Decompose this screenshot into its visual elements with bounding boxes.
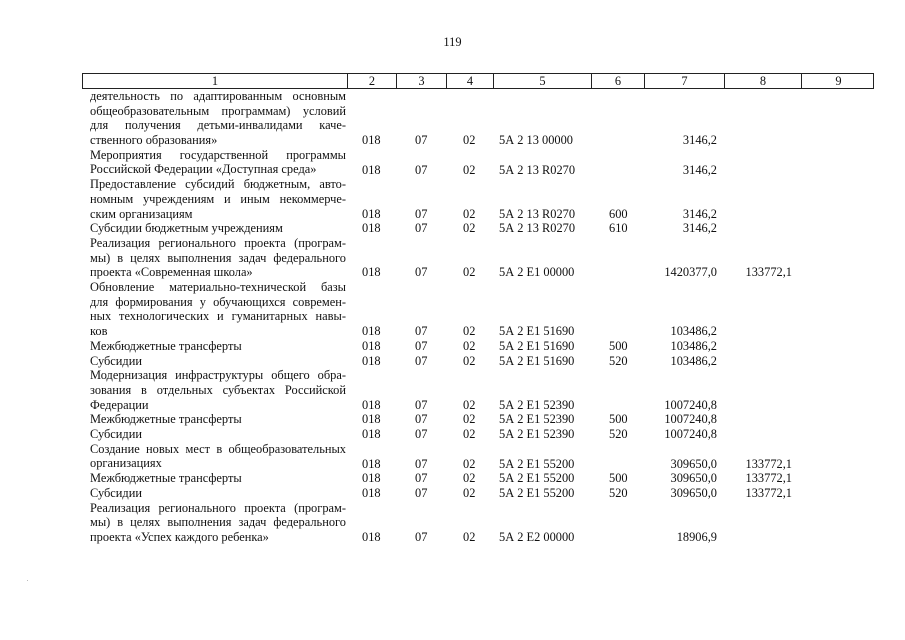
cell-c3: 07 [415,427,428,442]
description-line: ных технологических и гуманитарных навы- [90,309,346,324]
cell-c4: 02 [463,162,476,177]
cell-c2: 018 [362,427,381,442]
cell-c7: 103486,2 [670,353,717,368]
description-line: Создание новых мест в общеобразовательных [90,441,346,456]
cell-c8: 133772,1 [745,265,792,280]
description-line: ков [90,324,108,339]
cell-c4: 02 [463,471,476,486]
table-row [0,221,905,236]
cell-c3: 07 [415,324,428,339]
description-line: Межбюджетные трансферты [90,471,242,486]
table-row [0,530,905,545]
cell-c8: 133772,1 [745,485,792,500]
cell-c4: 02 [463,353,476,368]
description-line: проекта «Современная школа» [90,265,253,280]
cell-c7: 103486,2 [670,324,717,339]
header-col-6: 6 [591,74,644,88]
cell-c2: 018 [362,265,381,280]
header-col-4: 4 [446,74,493,88]
cell-c7: 309650,0 [670,456,717,471]
cell-c4: 02 [463,206,476,221]
cell-c3: 07 [415,338,428,353]
table-row [0,324,905,339]
table-row [0,339,905,354]
table-row [0,265,905,280]
cell-c7: 309650,0 [670,485,717,500]
cell-c5: 5А 2 Е1 00000 [499,265,575,280]
description-line: ственного образования» [90,133,218,148]
description-line: Субсидии [90,353,142,368]
cell-c5: 5А 2 Е1 51690 [499,324,575,339]
description-line: Реализация регионального проекта (програм- [90,500,346,515]
description-line: номным учреждениям и иным некоммерче- [90,191,346,206]
cell-c6: 500 [609,471,628,486]
table-row [0,486,905,501]
description-line: проекта «Успех каждого ребенка» [90,529,269,544]
cell-c4: 02 [463,530,476,544]
description-line: ским организациям [90,206,193,221]
table-row [0,133,905,148]
cell-c3: 07 [415,265,428,280]
cell-c2: 018 [362,485,381,500]
description-line: мы) в целях выполнения задач федерального [90,250,346,265]
description-line: Межбюджетные трансферты [90,338,242,353]
cell-c5: 5А 2 Е1 55200 [499,456,575,471]
table-row [0,398,905,413]
description-line: Субсидии бюджетным учреждениям [90,221,283,236]
cell-c7: 1007240,8 [664,412,717,427]
cell-c6: 610 [609,221,628,236]
cell-c4: 02 [463,456,476,471]
description-line: деятельность по адаптированным основным [90,89,346,103]
table-row [0,163,905,178]
header-col-3: 3 [396,74,446,88]
cell-c3: 07 [415,353,428,368]
cell-c2: 018 [362,353,381,368]
header-col-1: 1 [211,74,219,88]
cell-c4: 02 [463,221,476,236]
table-row [0,471,905,486]
description-line: Межбюджетные трансферты [90,412,242,427]
cell-c6: 520 [609,353,628,368]
cell-c2: 018 [362,530,381,544]
cell-c3: 07 [415,162,428,177]
cell-c2: 018 [362,456,381,471]
cell-c2: 018 [362,324,381,339]
cell-c2: 018 [362,206,381,221]
cell-c5: 5А 2 Е1 52390 [499,412,575,427]
cell-c5: 5А 2 13 00000 [499,133,573,148]
cell-c2: 018 [362,397,381,412]
table-row [0,207,905,222]
header-col-5: 5 [493,74,591,88]
cell-c3: 07 [415,412,428,427]
description-line: мы) в целях выполнения задач федерального [90,515,346,530]
cell-c5: 5А 2 Е1 51690 [499,353,575,368]
table-header [82,73,874,89]
cell-c7: 1007240,8 [664,427,717,442]
cell-c7: 309650,0 [670,471,717,486]
cell-c3: 07 [415,206,428,221]
cell-c5: 5А 2 Е1 52390 [499,397,575,412]
cell-c4: 02 [463,338,476,353]
cell-c7: 3146,2 [682,133,717,148]
cell-c2: 018 [362,221,381,236]
cell-c7: 3146,2 [682,162,717,177]
cell-c4: 02 [463,265,476,280]
cell-c3: 07 [415,471,428,486]
description-line: Предоставление субсидий бюджетным, авто- [90,177,346,192]
description-line: Модернизация инфраструктуры общего обра- [90,368,346,383]
table-row [0,457,905,472]
cell-c2: 018 [362,471,381,486]
cell-c2: 018 [362,133,381,148]
cell-c5: 5А 2 Е1 55200 [499,485,575,500]
cell-c5: 5А 2 13 R0270 [499,162,576,177]
cell-c2: 018 [362,412,381,427]
cell-c5: 5А 2 13 R0270 [499,206,576,221]
cell-c4: 02 [463,397,476,412]
cell-c6: 520 [609,485,628,500]
cell-c4: 02 [463,485,476,500]
cell-c6: 500 [609,412,628,427]
cell-c3: 07 [415,133,428,148]
header-col-9: 9 [801,74,875,88]
header-col-7: 7 [644,74,724,88]
cell-c6: 520 [609,427,628,442]
cell-c4: 02 [463,324,476,339]
cell-c2: 018 [362,162,381,177]
cell-c5: 5А 2 13 R0270 [499,221,576,236]
description-line: для получения детьми-инвалидами каче- [90,118,346,133]
cell-c5: 5А 2 Е1 51690 [499,338,575,353]
description-line: Российской Федерации «Доступная среда» [90,162,317,177]
description-line: для формирования у обучающихся современ- [90,294,346,309]
table-row [0,412,905,427]
cell-c7: 3146,2 [682,206,717,221]
scan-speck [27,580,28,581]
cell-c7: 1420377,0 [664,265,717,280]
cell-c3: 07 [415,397,428,412]
cell-c3: 07 [415,530,428,544]
description-line: Мероприятия государственной программы [90,147,346,162]
cell-c7: 103486,2 [670,338,717,353]
description-line: Реализация регионального проекта (програм- [90,236,346,250]
cell-c6: 600 [609,206,628,221]
cell-c5: 5А 2 Е1 55200 [499,471,575,486]
cell-c2: 018 [362,338,381,353]
description-line: Субсидии [90,485,142,500]
cell-c3: 07 [415,485,428,500]
description-line: общеобразовательным программам) условий [90,103,346,118]
cell-c8: 133772,1 [745,471,792,486]
cell-c7: 18906,9 [676,530,717,544]
table-row [0,354,905,369]
description-line: Федерации [90,397,149,412]
header-col-8: 8 [724,74,801,88]
cell-c6: 500 [609,338,628,353]
cell-c4: 02 [463,133,476,148]
cell-c7: 3146,2 [682,221,717,236]
description-line: Обновление материально-технической базы [90,280,346,295]
cell-c3: 07 [415,221,428,236]
cell-c4: 02 [463,412,476,427]
cell-c7: 1007240,8 [664,397,717,412]
cell-c5: 5А 2 Е2 00000 [499,530,575,544]
description-line: организациях [90,456,162,471]
description-line: Субсидии [90,427,142,442]
cell-c8: 133772,1 [745,456,792,471]
description-line: зования в отдельных субъектах Российской [90,382,346,397]
cell-c5: 5А 2 Е1 52390 [499,427,575,442]
header-col-2: 2 [347,74,396,88]
cell-c3: 07 [415,456,428,471]
page-number: 119 [443,35,462,49]
table-row [0,427,905,442]
cell-c4: 02 [463,427,476,442]
